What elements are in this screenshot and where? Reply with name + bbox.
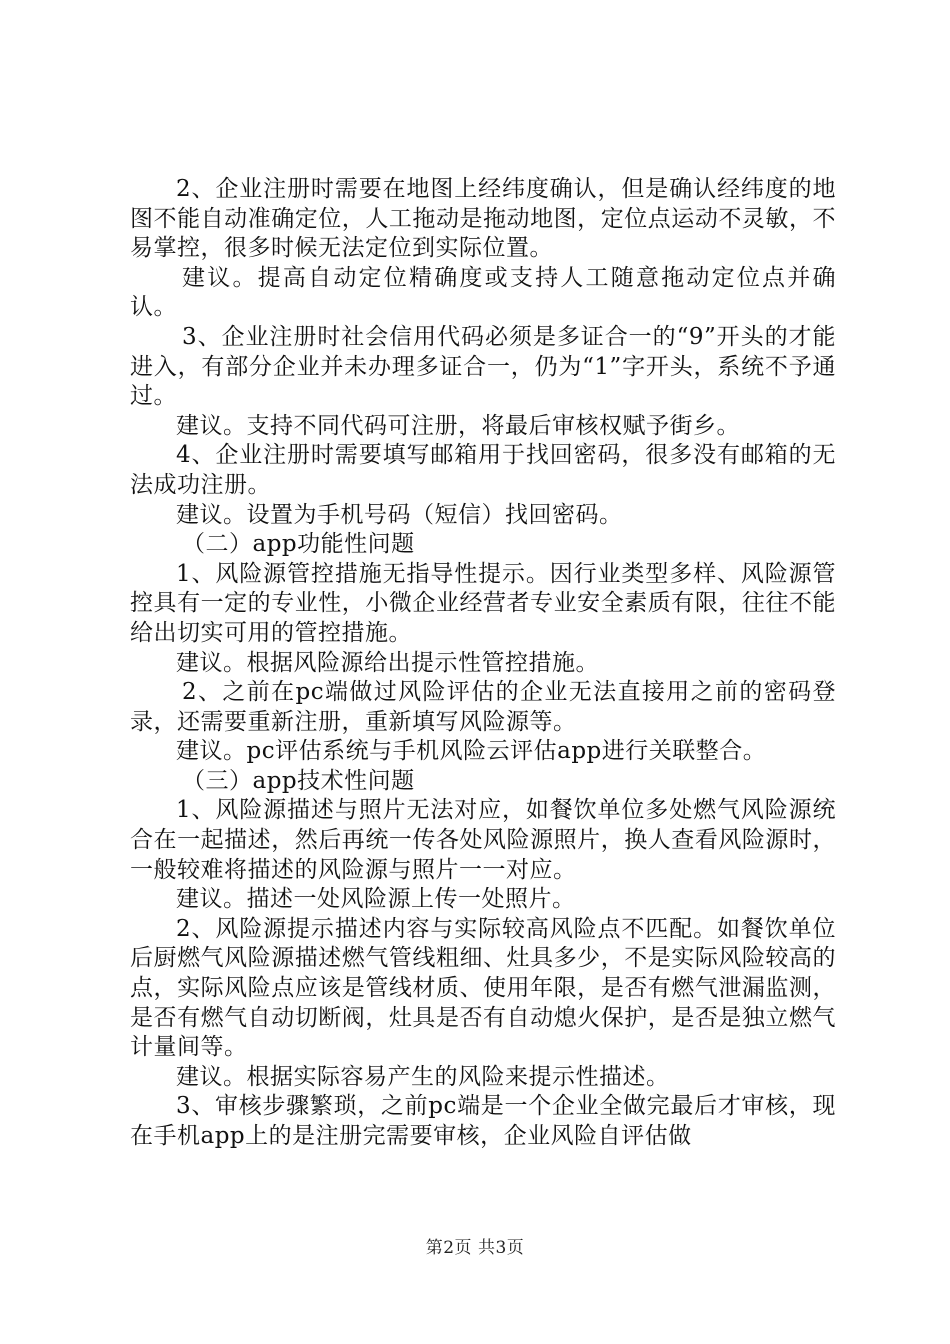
paragraph-suggestion-control: 建议。根据风险源给出提示性管控措施。: [176, 649, 599, 676]
document-body: [130, 175, 836, 1152]
paragraph-issue-2-map: 2、企业注册时需要在地图上经纬度确认，但是确认经纬度的地图不能自动准确定位，人工拖动是拖动地图，定位点运动不灵敏，不易掌控，很多时候无法定位到实际位置。: [130, 176, 836, 262]
paragraph-issue-3-credit-code: 3、企业注册时社会信用代码必须是多证合一的“9”开头的才能进入，有部分企业并未办理多证合一，仍为“1”字开头，系统不予通过。: [130, 323, 836, 410]
page-footer: 第2页 共3页: [425, 1238, 525, 1258]
paragraph-suggestion-location: 建议。提高自动定位精确度或支持人工随意拖动定位点并确认。: [130, 264, 836, 321]
paragraph-function-issue-1: 1、风险源管控措施无指导性提示。因行业类型多样、风险源管控具有一定的专业性，小微企业经营者专业安全素质有限，往往不能给出切实可用的管控措施。: [130, 560, 836, 646]
section-heading-app-function: （二）app功能性问题: [182, 531, 415, 558]
paragraph-suggestion-description: 建议。根据实际容易产生的风险来提示性描述。: [176, 1063, 670, 1090]
paragraph-suggestion-integration: 建议。pc评估系统与手机风险云评估app进行关联整合。: [176, 738, 767, 765]
paragraph-function-issue-2: 2、之前在pc端做过风险评估的企业无法直接用之前的密码登录，还需要重新注册，重新填写风险源等。: [130, 679, 836, 735]
paragraph-suggestion-code: 建议。支持不同代码可注册，将最后审核权赋予街乡。: [176, 412, 740, 439]
paragraph-issue-4-email: 4、企业注册时需要填写邮箱用于找回密码，很多没有邮箱的无法成功注册。: [130, 442, 836, 498]
paragraph-technical-issue-1: 1、风险源描述与照片无法对应，如餐饮单位多处燃气风险源统合在一起描述，然后再统一传各处风险源照片，换人查看风险源时，一般较难将描述的风险源与照片一一对应。: [130, 797, 836, 883]
paragraph-technical-issue-2: 2、风险源提示描述内容与实际较高风险点不匹配。如餐饮单位后厨燃气风险源描述燃气管线粗细、灶具多少，不是实际风险较高的点，实际风险点应该是管线材质、使用年限，是否有燃气泄漏监测，是否有燃气自动切断阀，灶具是否有自动熄火保护，是否是独立燃气计量间等。: [130, 915, 836, 1061]
paragraph-suggestion-sms: 建议。设置为手机号码（短信）找回密码。: [176, 501, 623, 528]
section-heading-app-technical: （三）app技术性问题: [182, 767, 415, 794]
paragraph-technical-issue-3: 3、审核步骤繁琐，之前pc端是一个企业全做完最后才审核，现在手机app上的是注册完需要审核，企业风险自评估做: [130, 1093, 836, 1149]
paragraph-suggestion-photo: 建议。描述一处风险源上传一处照片。: [176, 886, 576, 913]
